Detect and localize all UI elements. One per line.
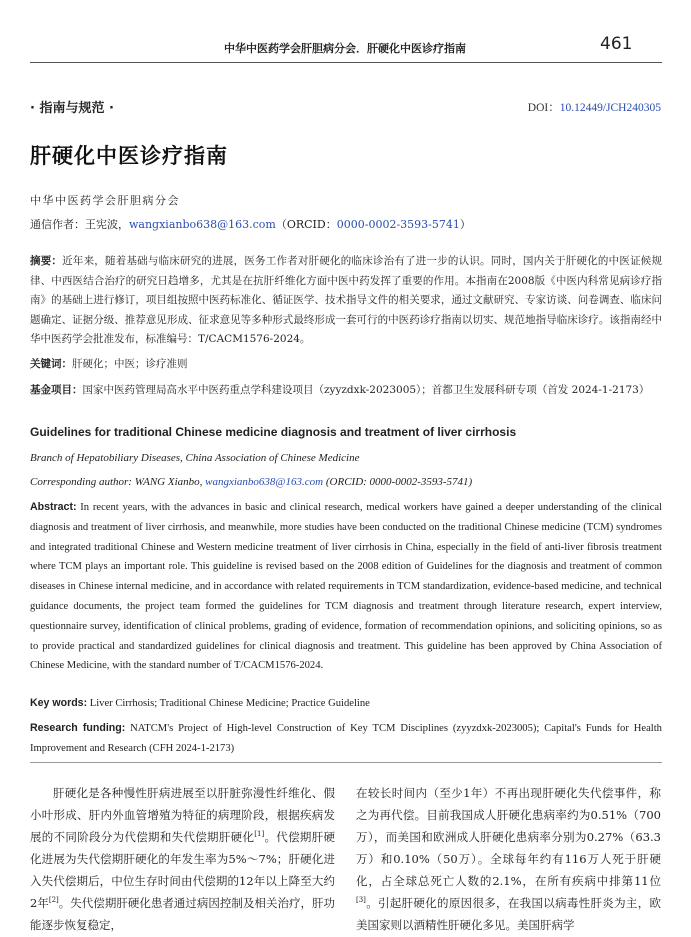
organization: 中华中医药学会肝胆病分会 [30,194,180,207]
body-column-right: 在较长时间内（至少1年）不再出现肝硬化失代偿事件，称之为再代偿。目前我国成人肝硬化患病率约为0.51%（700万），而美国和欧洲成人肝硬化患病率分别为0.27%（63.3万）和0.10%（50万）。全球每年约有116万人死于肝硬化，占全球总死亡人数的2.1%，在所有疾病中排第11位[3]。引起肝硬化的原因很多，在我国以病毒性肝炎为主，欧美国家则以酒精性肝硬化多见。美国肝病学 [356,786,661,932]
doi [528,99,661,115]
english-email-link[interactable]: wangxianbo638@163.com [205,476,324,488]
header-rule [30,62,662,63]
section-divider [30,762,662,763]
body-column-left: 肝硬化是各种慢性肝病进展至以肝脏弥漫性纤维化、假小叶形成、肝内外血管增殖为特征的病理阶段，根据疾病发展的不同阶段分为代偿期和失代偿期肝硬化[1]。代偿期肝硬化进展为失代偿期肝硬化的年发生率为5%～7%；肝硬化进入失代偿期后，中位生存时间由代偿期的12年以上降至大约2年[2]。失代偿期肝硬化患者通过病因控制及相关治疗，肝功能逐步恢复稳定， [30,786,336,932]
orcid-link[interactable]: 0000-0002-3593-5741 [336,218,460,231]
doi-link[interactable]: 10.12449/JCH240305 [559,102,661,114]
citation-ref[interactable]: [2] [48,896,59,905]
citation-ref[interactable]: [1] [254,830,265,839]
author-email-link[interactable]: wangxianbo638@163.com [129,218,276,231]
zh-abstract [30,252,662,350]
english-branch: Branch of Hepatobiliary Diseases, China Association of Chinese Medicine [30,452,360,464]
english-title: Guidelines for traditional Chinese medicine diagnosis and treatment of liver cirrhosis [30,425,517,439]
english-corresponding: Corresponding author: WANG Xianbo, wangxianbo638@163.com (ORCID: 0000-0002-3593-5741) [30,476,473,488]
running-header: 中华中医药学会肝胆病分会．肝硬化中医诊疗指南 [224,42,466,55]
article-title: 肝硬化中医诊疗指南 [30,144,228,168]
zh-funding: 基金项目：国家中医药管理局高水平中医药重点学科建设项目（zyyzdxk-2023005）；首都卫生发展科研专项（首发 2024-1-2173） [30,384,650,396]
english-keywords: Key words: Liver Cirrhosis; Traditional Chinese Medicine; Practice Guideline [30,697,370,709]
english-abstract: Abstract: In recent years, with the advances in basic and clinical research, medical workers have gained a deeper understanding of the clinical diagnosis and treatment of liver cirrhosis, and meanwhile, more studies have been conducted on the traditional Chinese medicine (TCM) syndromes and integrated traditional Chinese and Western medicine treatment of liver cirrhosis in China, especially in the field of anti-liver fibrosis treatment where TCM plays an important role. This guideline is revised based on the 2008 edition of Guidelines for the diagnosis and treatment of common diseases in Chinese internal medicine, and in accordance with related requirements in TCM standardization, evidence-based medicine, and technical guidance documents, the project team formed the guidelines for TCM diagnosis and treatment through literature research, expert interview, questionnaire survey, identification of clinical problems, grading of evidence, formation of recommendation opinions, and soliciting opinions, so as to provide practical and standardized guidelines for clinical diagnosis and treatment. This guideline has been approved by China Association of Chinese Medicine, with the standard number of T/CACM1576-2024. [30,501,662,672]
zh-abstract-label: 摘要： [30,255,63,267]
zh-abstract-text: 近年来，随着基础与临床研究的进展，医务工作者对肝硬化的临床诊治有了进一步的认识。同时，国内关于肝硬化的中医证候规律、中西医结合治疗的研究日趋增多，尤其是在抗肝纤维化方面中医中药发挥了重要的作用。本指南在2008版《中医内科常见病诊疗指南》的基础上进行修订，项目组按照中医药标准化、循证医学、技术指导文件的相关要求，通过文献研究、专家访谈、问卷调查、临床问题确定、证据分级、推荐意见形成、征求意见等多种形式最终形成一套可行的中医药诊疗指南以切实、规范地指导临床诊疗。该指南经中华中医药学会批准发布，标准编号：T/CACM1576-2024。 [30,255,663,345]
citation-ref[interactable]: [3] [356,896,366,905]
doi-label: DOI： [527,102,560,114]
page-number: 461 [600,34,633,54]
section-label: · 指南与规范 · [30,101,114,116]
zh-keywords: 关键词：肝硬化；中医；诊疗准则 [30,358,188,370]
corresponding-author: 通信作者：王宪波，wangxianbo638@163.com（ORCID：0000-0002-3593-5741） [30,218,471,231]
english-funding: Research funding: NATCM's Project of High-level Construction of Key TCM Disciplines (zyyzdxk-2023005); Capital's Funds for Health Improvement and Research (CFH 2024-1-2173) [30,722,662,754]
